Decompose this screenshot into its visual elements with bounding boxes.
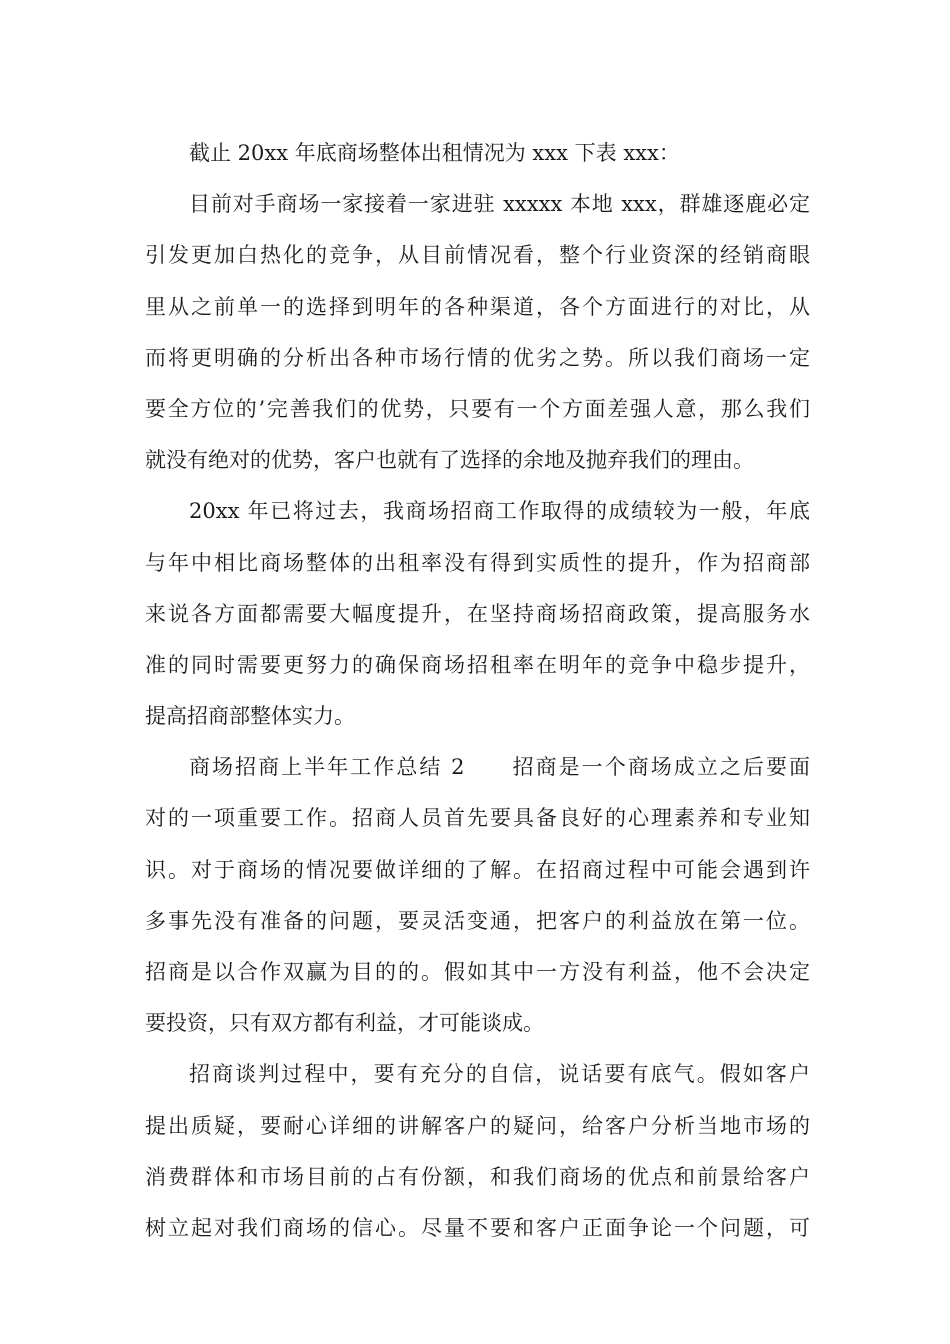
text-line: 引发更加白热化的竞争，从目前情况看，整个行业资深的经销商眼 [145, 243, 810, 268]
text-line: 消费群体和市场目前的占有份额，和我们商场的优点和前景给客户 [145, 1164, 810, 1189]
text-line: 就没有绝对的优势，客户也就有了选择的余地及抛弃我们的理由。 [145, 448, 754, 473]
paragraph [145, 1054, 810, 1259]
text-line: 准的同时需要更努力的确保商场招租率在明年的竞争中稳步提升， [145, 652, 810, 677]
paragraph [145, 491, 810, 747]
text-line: 与年中相比商场整体的出租率没有得到实质性的提升，作为招商部 [145, 550, 810, 575]
text-line: 20xx 年已将过去，我商场招商工作取得的成绩较为一般，年底 [189, 499, 810, 524]
text-line: 来说各方面都需要大幅度提升，在坚持商场招商政策，提高服务水 [145, 601, 810, 626]
text-line: 要投资，只有双方都有利益，才可能谈成。 [145, 1011, 544, 1036]
text-line: 对的一项重要工作。招商人员首先要具备良好的心理素养和专业知 [145, 806, 810, 831]
paragraph [145, 133, 810, 184]
paragraph [145, 184, 810, 491]
text-line: 树立起对我们商场的信心。尽量不要和客户正面争论一个问题，可 [145, 1215, 810, 1240]
text-line: 而将更明确的分析出各种市场行情的优劣之势。所以我们商场一定 [145, 345, 810, 370]
text-line: 招商谈判过程中，要有充分的自信，说话要有底气。假如客户 [189, 1062, 810, 1087]
text-line: 截止 20xx 年底商场整体出租情况为 xxx 下表 xxx： [189, 141, 680, 165]
paragraph [145, 747, 810, 1054]
text-line: 招商是以合作双赢为目的的。假如其中一方没有利益，他不会决定 [145, 960, 810, 984]
text-line: 提出质疑，要耐心详细的讲解客户的疑问，给客户分析当地市场的 [145, 1113, 810, 1138]
text-line: 目前对手商场一家接着一家进驻 xxxxx 本地 xxx，群雄逐鹿必定 [189, 192, 810, 217]
text-line: 提高招商部整体实力。 [145, 704, 355, 729]
text-line: 要全方位的’完善我们的优势，只要有一个方面差强人意，那么我们 [145, 396, 810, 421]
text-line: 里从之前单一的选择到明年的各种渠道，各个方面进行的对比，从 [145, 294, 810, 319]
document-body [145, 133, 810, 1259]
text-line: 商场招商上半年工作总结 2 招商是一个商场成立之后要面 [189, 755, 810, 780]
text-line: 识。对于商场的情况要做详细的了解。在招商过程中可能会遇到许 [145, 857, 810, 882]
text-line: 多事先没有准备的问题，要灵活变通，把客户的利益放在第一位。 [145, 908, 810, 933]
